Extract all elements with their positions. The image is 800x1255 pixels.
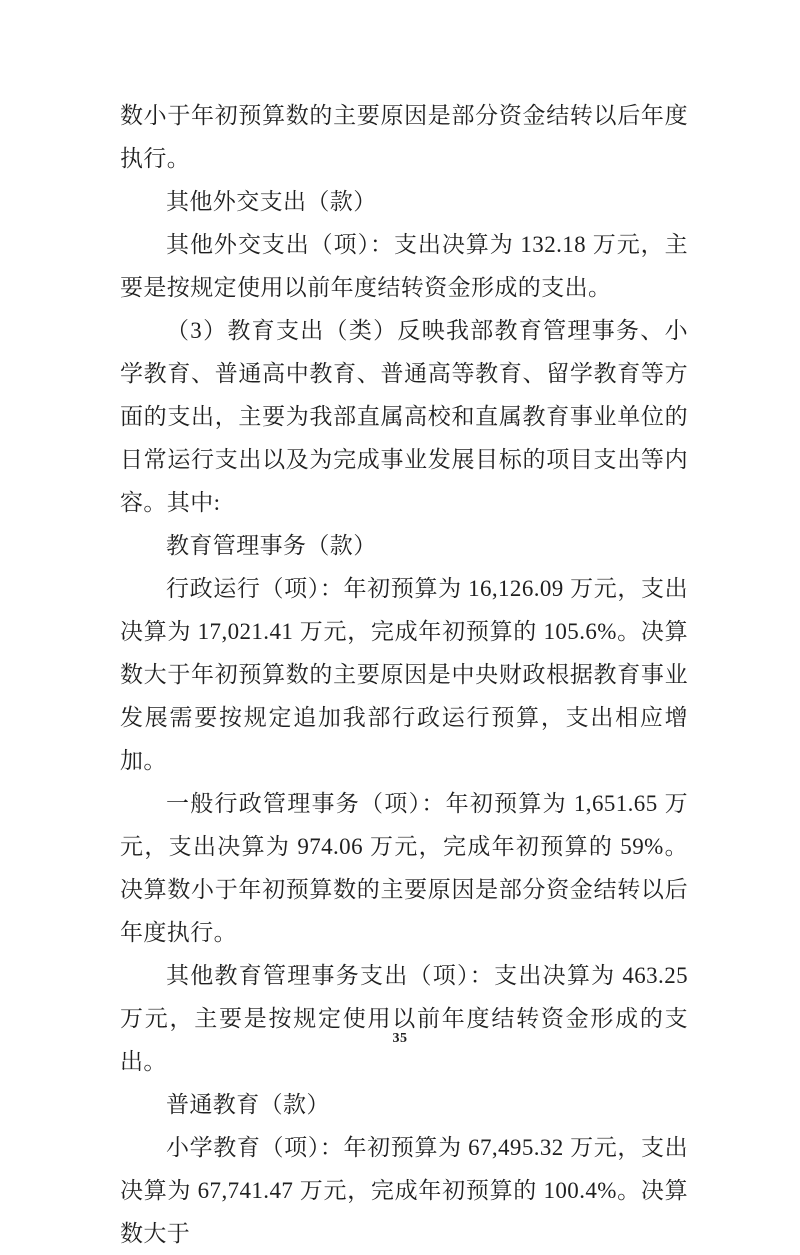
document-paragraph: 行政运行（项）：年初预算为 16,126.09 万元，支出决算为 17,021.41 万元，完成年初预算的 105.6%。决算数大于年初预算数的主要原因是中央财政根据教育事业发展需要按规定追加我部行政运行预算，支出相应增加。 bbox=[120, 576, 688, 773]
document-paragraph: 其他外交支出（项）：支出决算为 132.18 万元，主要是按规定使用以前年度结转资金形成的支出。 bbox=[120, 232, 688, 300]
document-paragraph: 数小于年初预算数的主要原因是部分资金结转以后年度执行。 bbox=[120, 103, 688, 171]
document-paragraph: （3）教育支出（类）反映我部教育管理事务、小学教育、普通高中教育、普通高等教育、留学教育等方面的支出，主要为我部直属高校和直属教育事业单位的日常运行支出以及为完成事业发展目标的项目支出等内容。其中: bbox=[120, 318, 688, 515]
section-heading: 普通教育（款） bbox=[166, 1092, 330, 1117]
document-paragraph: 其他教育管理事务支出（项）：支出决算为 463.25 万元，主要是按规定使用以前年度结转资金形成的支出。 bbox=[120, 963, 688, 1074]
page-number: 35 bbox=[392, 1031, 408, 1046]
section-heading: 其他外交支出（款） bbox=[166, 189, 377, 214]
section-heading: 教育管理事务（款） bbox=[166, 533, 377, 558]
document-paragraph: 一般行政管理事务（项）：年初预算为 1,651.65 万元，支出决算为 974.06 万元，完成年初预算的 59%。决算数小于年初预算数的主要原因是部分资金结转以后年度执行。 bbox=[120, 791, 688, 945]
document-paragraph: 小学教育（项）：年初预算为 67,495.32 万元，支出决算为 67,741.47 万元，完成年初预算的 100.4%。决算数大于 bbox=[120, 1135, 688, 1246]
